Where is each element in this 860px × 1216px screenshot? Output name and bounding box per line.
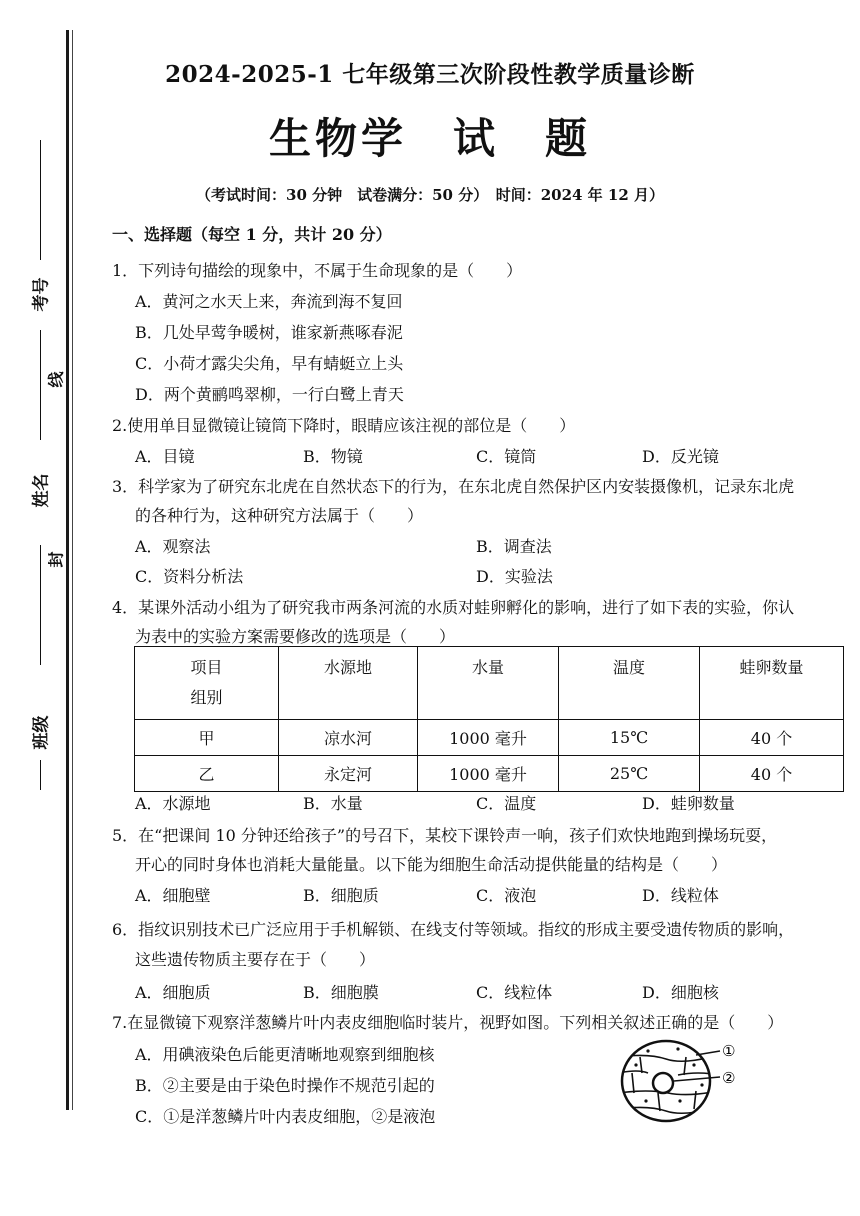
table-header-cell: 水源地 [279,647,418,720]
microscope-view-figure [618,1035,758,1131]
class-blank-bottom [40,760,41,790]
table-header-corner [135,647,279,720]
table-header-cell: 温度 [559,647,700,720]
experiment-table [134,646,844,792]
question-5-stem-line2: 开心的同时身体也消耗大量能量。以下能为细胞生命活动提供能量的结构是（ ） [135,855,728,874]
table-cell: 1000 毫升 [418,720,559,756]
table-header-cell: 水量 [418,647,559,720]
question-3-stem-line2: 的各种行为，这种研究方法属于（ ） [135,506,424,525]
question-2-option-a: A．目镜 [135,447,195,466]
question-2-option-c: C．镜筒 [476,447,537,466]
seal-mark-line: 线 [46,371,66,388]
question-6-option-a: A．细胞质 [135,983,211,1002]
question-4-option-c: C．温度 [476,794,537,813]
question-1-option-c: C．小荷才露尖尖角，早有蜻蜓立上头 [135,354,404,373]
question-6-stem-line1: 6．指纹识别技术已广泛应用于手机解锁、在线支付等领域。指纹的形成主要受遗传物质的影响， [112,920,795,939]
question-4-stem-line2: 为表中的实验方案需要修改的选项是（ ） [135,627,456,646]
subject-title: 生物学 试 题 [268,114,591,163]
class-label: 班级 [31,715,52,750]
question-7-option-b: B．②主要是由于染色时操作不规范引起的 [135,1076,435,1095]
question-3-option-c: C．资料分析法 [135,567,244,586]
question-1-stem: 1．下列诗句描绘的现象中，不属于生命现象的是（ ） [112,261,523,280]
table-cell: 甲 [135,720,279,756]
figure-label-1: ① [722,1042,736,1060]
question-3-option-b: B．调查法 [476,537,552,556]
question-3-stem-line1: 3．科学家为了研究东北虎在自然状态下的行为，在东北虎自然保护区内安装摄像机，记录东北虎 [112,477,795,496]
class-blank [40,545,41,665]
question-6-stem-line2: 这些遗传物质主要存在于（ ） [135,950,376,969]
question-6-option-d: D．细胞核 [642,983,719,1002]
question-5-option-a: A．细胞壁 [135,886,211,905]
table-cell: 1000 毫升 [418,756,559,792]
question-4-stem-line1: 4．某课外活动小组为了研究我市两条河流的水质对蛙卵孵化的影响，进行了如下表的实验，你认 [112,598,795,617]
table-header-row [135,647,844,720]
header-item-label: 项目 [190,658,223,677]
exam-info: （考试时间：30 分钟 试卷满分：50 分） 时间：2024 年 12 月） [196,186,664,204]
header-group-label: 组别 [190,688,223,707]
question-5-option-b: B．细胞质 [303,886,379,905]
section-title: 一、选择题（每空 1 分，共计 20 分） [112,225,392,244]
question-2-option-d: D．反光镜 [642,447,719,466]
question-7-option-a: A．用碘液染色后能更清晰地观察到细胞核 [135,1045,435,1064]
question-4-option-b: B．水量 [303,794,363,813]
question-6-option-b: B．细胞膜 [303,983,379,1002]
table-row [135,756,844,792]
question-3-option-a: A．观察法 [135,537,211,556]
question-1-option-a: A．黄河之水天上来，奔流到海不复回 [135,292,403,311]
table-cell: 40 个 [700,756,844,792]
question-4-option-a: A．水源地 [135,794,211,813]
onion-cell-diagram [618,1035,758,1127]
question-5-option-c: C．液泡 [476,886,537,905]
question-3-option-d: D．实验法 [476,567,553,586]
table-cell: 凉水河 [279,720,418,756]
table-header-cell: 蛙卵数量 [700,647,844,720]
exam-title: 2024-2025-1 七年级第三次阶段性教学质量诊断 [165,61,695,88]
table-cell: 25℃ [559,756,700,792]
table-row [135,720,844,756]
question-5-option-d: D．线粒体 [642,886,719,905]
table-cell: 40 个 [700,720,844,756]
seal-mark-seal: 封 [46,551,66,568]
name-label: 姓名 [31,473,52,508]
table-cell: 15℃ [559,720,700,756]
question-4-option-d: D．蛙卵数量 [642,794,735,813]
question-7-stem: 7.在显微镜下观察洋葱鳞片叶内表皮细胞临时装片，视野如图。下列相关叙述正确的是（ ） [112,1013,784,1032]
question-7-option-c: C．①是洋葱鳞片叶内表皮细胞，②是液泡 [135,1107,436,1126]
question-1-option-d: D．两个黄鹂鸣翠柳，一行白鹭上青天 [135,385,404,404]
question-1-option-b: B．几处早莺争暖树，谁家新燕啄春泥 [135,323,403,342]
question-2-option-b: B．物镜 [303,447,363,466]
question-6-option-c: C．线粒体 [476,983,553,1002]
figure-label-2: ② [722,1069,736,1087]
name-blank [40,330,41,440]
table-cell: 永定河 [279,756,418,792]
question-2-stem: 2.使用单目显微镜让镜筒下降时，眼睛应该注视的部位是（ ） [112,416,576,435]
question-5-stem-line1: 5．在“把课间 10 分钟还给孩子”的号召下，某校下课铃声一响，孩子们欢快地跑到操场玩耍， [112,826,778,845]
table-cell: 乙 [135,756,279,792]
exam-number-label: 考号 [31,277,52,312]
